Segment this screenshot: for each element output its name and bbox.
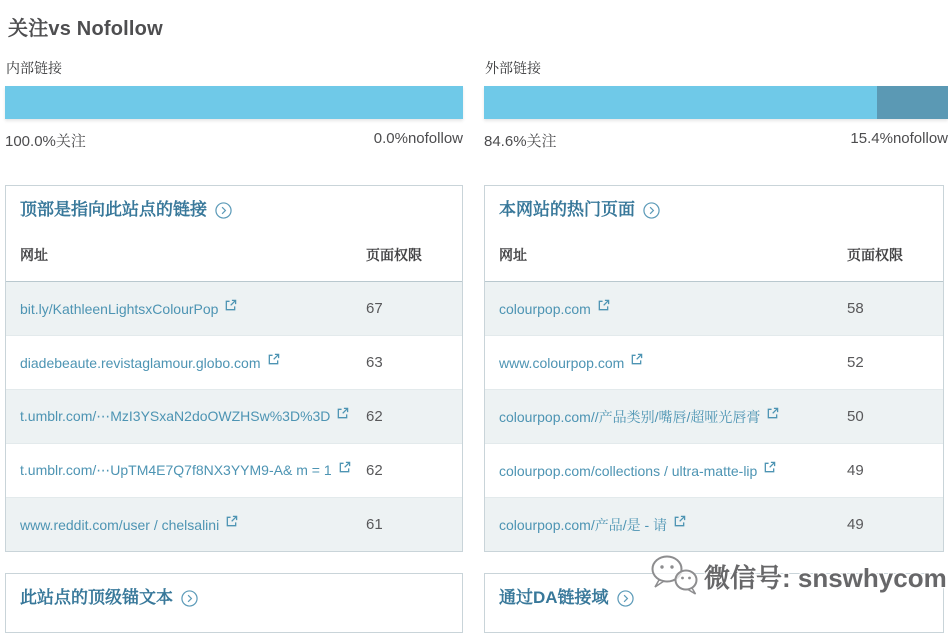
external-link-icon[interactable] — [267, 353, 280, 366]
table-row — [485, 282, 943, 335]
row-link[interactable]: colourpop.com//产品类别/嘴唇/超哑光唇膏 — [499, 408, 761, 425]
external-link-icon[interactable] — [766, 407, 779, 420]
page-authority-value: 58 — [847, 300, 864, 317]
row-link[interactable]: diadebeaute.revistaglamour.globo.com — [20, 354, 261, 371]
table-row — [6, 443, 462, 497]
internal-follow-bar-segment — [5, 86, 463, 119]
external-nofollow-pct: 15.4%nofollow — [850, 130, 948, 147]
page-authority-value: 62 — [366, 462, 383, 479]
row-link[interactable]: colourpop.com — [499, 300, 591, 317]
row-link[interactable]: bit.ly/KathleenLightsxColourPop — [20, 300, 219, 317]
internal-follow-pct: 100.0%关注 — [5, 133, 86, 150]
table-row — [6, 497, 462, 551]
page-authority-value: 49 — [847, 462, 864, 479]
external-link-icon[interactable] — [763, 461, 776, 474]
top-links-panel — [5, 185, 463, 552]
url-column-header: 网址 — [20, 247, 48, 263]
anchor-text-panel — [5, 573, 463, 633]
top-links-title: 顶部是指向此站点的链接 — [20, 200, 207, 219]
page-authority-value: 62 — [366, 408, 383, 425]
top-pages-panel — [484, 185, 944, 552]
chevron-circle-icon[interactable] — [617, 590, 634, 607]
row-link[interactable]: t.umblr.com/⋯UpTM4E7Q7f8NX3YYM9-A& m = 1 — [20, 462, 332, 478]
table-row — [485, 389, 943, 443]
internal-nofollow-pct: 0.0%nofollow — [373, 130, 463, 147]
external-links-section — [484, 58, 948, 151]
table-row — [485, 443, 943, 497]
internal-links-label: 内部链接 — [6, 60, 62, 76]
table-row — [6, 335, 462, 389]
row-link[interactable]: t.umblr.com/⋯MzI3YSxaN2doOWZHSw%3D%3D — [20, 408, 331, 424]
internal-links-bar — [5, 86, 463, 119]
external-links-label: 外部链接 — [485, 60, 541, 76]
page-authority-column-header: 页面权限 — [847, 247, 903, 263]
page-authority-value: 49 — [847, 516, 864, 533]
external-link-icon[interactable] — [630, 353, 643, 366]
page-authority-value: 67 — [366, 300, 383, 317]
anchor-text-title: 此站点的顶级锚文本 — [20, 588, 173, 607]
page-authority-column-header: 页面权限 — [366, 247, 422, 263]
chevron-circle-icon[interactable] — [643, 202, 660, 219]
row-link[interactable]: colourpop.com/产品/是 - 请 — [499, 516, 668, 533]
table-row — [6, 282, 462, 335]
row-link[interactable]: colourpop.com/collections / ultra-matte-lip — [499, 462, 758, 479]
table-row — [6, 389, 462, 443]
external-follow-pct: 84.6%关注 — [484, 133, 557, 150]
table-row — [485, 335, 943, 389]
page-authority-value: 61 — [366, 516, 383, 533]
external-link-icon[interactable] — [597, 299, 610, 312]
external-links-bar — [484, 86, 948, 119]
page-authority-value: 52 — [847, 354, 864, 371]
chevron-circle-icon[interactable] — [215, 202, 232, 219]
linking-domains-title: 通过DA链接域 — [499, 588, 609, 607]
external-link-icon[interactable] — [338, 461, 351, 474]
external-link-icon[interactable] — [673, 515, 686, 528]
external-follow-bar-segment — [484, 86, 877, 119]
page-authority-value: 63 — [366, 354, 383, 371]
row-link[interactable]: www.reddit.com/user / chelsalini — [20, 516, 220, 533]
top-pages-title: 本网站的热门页面 — [499, 200, 635, 219]
url-column-header: 网址 — [499, 247, 527, 263]
chevron-circle-icon[interactable] — [181, 590, 198, 607]
internal-links-section — [5, 58, 463, 151]
page-authority-value: 50 — [847, 408, 864, 425]
page-title: 关注vs Nofollow — [8, 18, 163, 40]
watermark-text: 微信号: snswhycom — [704, 563, 947, 593]
external-link-icon[interactable] — [336, 407, 349, 420]
external-link-icon[interactable] — [224, 299, 237, 312]
follow-nofollow-bars — [5, 58, 948, 151]
row-link[interactable]: www.colourpop.com — [499, 354, 625, 371]
linking-domains-panel — [484, 573, 944, 633]
table-row — [485, 497, 943, 551]
external-link-icon[interactable] — [225, 515, 238, 528]
